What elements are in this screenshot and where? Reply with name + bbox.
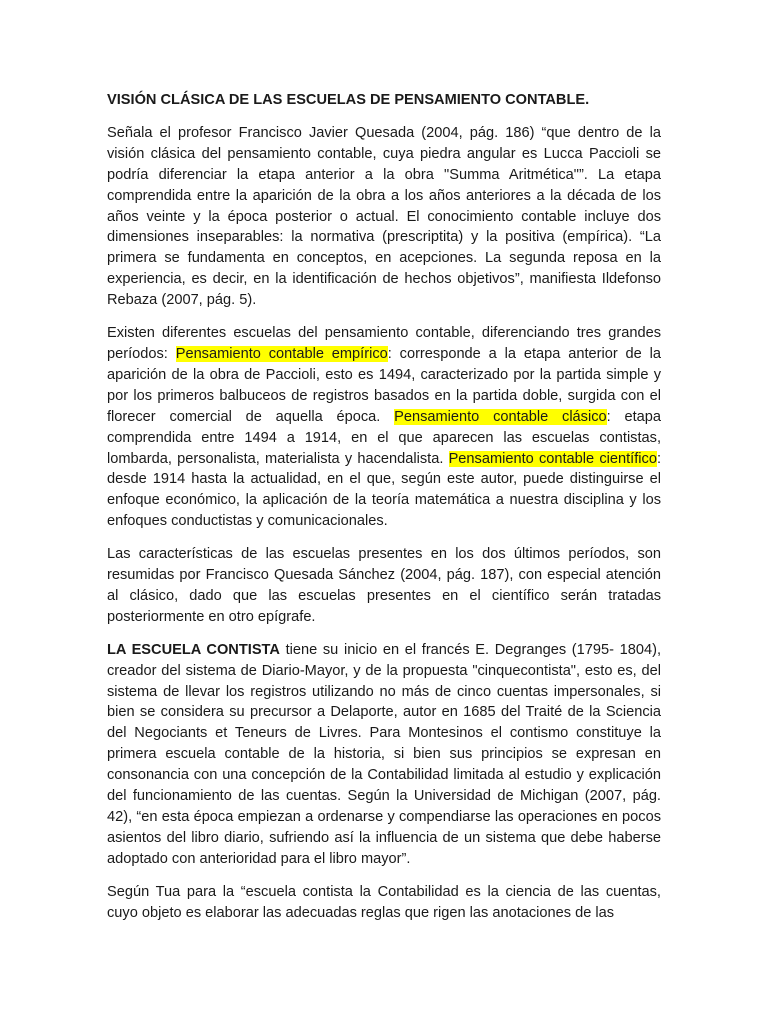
paragraph-3: Las características de las escuelas presentes en los dos últimos períodos, son resumidas por Francisco Quesada Sánchez (2004, pág. 187), con especial atención al clásico, dado que las escuelas presentes en el científico serán tratadas posteriormente en otro epígrafe. [107, 546, 661, 625]
highlight-cientifico: Pensamiento contable científico [448, 450, 657, 467]
paragraph-4-text: tiene su inicio en el francés E. Degranges (1795- 1804), creador del sistema de Diario-Mayor, y de la propuesta "cinquecontista", esto es, del sistema de llevar los registros utilizando no más de cinco cuentas impersonales, si bien se considera su precursor a Delaporte, autor en 1685 del Traité de la Sciencia del Negociants et Teneurs de Livres. Para Montesinos el contismo constituye la primera escuela contable de la historia, si bien sus principios se expresan en consonancia con una concepción de la Contabilidad limitada al estudio y explicación del funcionamiento de las cuentas. Según la Universidad de Michigan (2007, pág. 42), “en esta época empiezan a ordenarse y compendiarse las operaciones en pocos asientos del libro diario, sufriendo así la influencia de un sistema que debe haberse adoptado con anterioridad para el libro mayor”. [107, 641, 661, 867]
paragraph-2-text-4: : desde 1914 hasta la actualidad, en el que, según este autor, puede distinguirse el enfoque económico, la aplicación de la teoría matemática a nuestra disciplina y los enfoques conductistas y comunicacionales. [107, 450, 661, 530]
document-title: VISIÓN CLÁSICA DE LAS ESCUELAS DE PENSAMIENTO CONTABLE. [107, 92, 590, 108]
paragraph-2-text-1: Existen diferentes escuelas del pensamiento contable, diferenciando tres grandes períodos: [107, 325, 661, 362]
paragraph-4 [107, 640, 661, 870]
highlight-empirico: Pensamiento contable empírico [175, 345, 388, 362]
document-body [107, 90, 661, 936]
paragraph-2-text-3: : etapa comprendida entre 1494 a 1914, en el que aparecen las escuelas contistas, lombarda, personalista, materialista y hacendalista. [107, 408, 661, 467]
paragraph-2 [107, 323, 661, 532]
highlight-clasico: Pensamiento contable clásico [394, 408, 607, 425]
paragraph-2-text-2: : corresponde a la etapa anterior de la aparición de la obra de Paccioli, esto es 1494, caracterizado por la partida simple y por los primeros balbuceos de registros basados en la partida doble, surgida con el florecer comercial de aquella época. [107, 345, 661, 425]
paragraph-5: Según Tua para la “escuela contista la Contabilidad es la ciencia de las cuentas, cuyo objeto es elaborar las adecuadas reglas que rigen las anotaciones de las [107, 883, 661, 921]
escuela-contista-heading: LA ESCUELA CONTISTA [107, 641, 280, 658]
paragraph-1: Señala el profesor Francisco Javier Quesada (2004, pág. 186) “que dentro de la visión clásica del pensamiento contable, cuya piedra angular es Lucca Paccioli se podría diferenciar la etapa anterior a la obra "Summa Aritmética"”. La etapa comprendida entre la aparición de la obra a los años anteriores a la década de los años veinte y la época posterior o actual. El conocimiento contable incluye dos dimensiones inseparables: la normativa (prescriptita) y la positiva (empírica). “La primera se fundamenta en conceptos, en acepciones. La segunda reposa en la experiencia, es decir, en la identificación de hechos objetivos”, manifiesta Ildefonso Rebaza (2007, pág. 5). [107, 124, 661, 309]
